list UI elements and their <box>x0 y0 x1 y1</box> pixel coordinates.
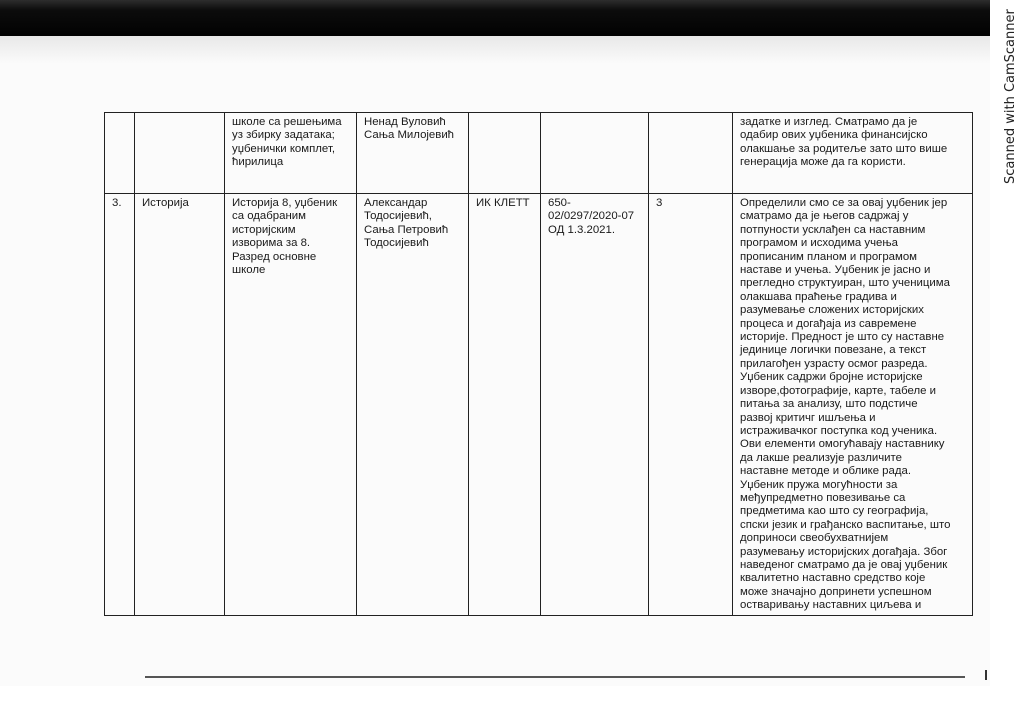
cell-approval-number: 650- 02/0297/2020-07 ОД 1.3.2021. <box>541 194 649 616</box>
cell-subject <box>135 113 225 194</box>
cell-reason: задатке и изглед. Сматрамо да је одабир ових уџбеника финансијско олакшање за родитеље зато што више генерација може да га користи. <box>733 113 973 194</box>
cell-subject: Историја <box>135 194 225 616</box>
table-row <box>105 113 973 194</box>
cell-publisher: ИК КЛЕТТ <box>469 194 541 616</box>
cell-number <box>105 113 135 194</box>
camscanner-watermark: Scanned with CamScanner <box>1003 9 1018 184</box>
textbook-table <box>104 112 973 616</box>
cell-authors: Александар Тодосијевић, Сања Петровић Тодосијевић <box>357 194 469 616</box>
cell-publisher <box>469 113 541 194</box>
cell-number: 3. <box>105 194 135 616</box>
scan-corner-mark <box>985 670 987 680</box>
scan-bottom-edge <box>145 676 965 678</box>
cell-textbook-title: школе са решењима уз збирку задатака; уџбенички комплет, ћирилица <box>225 113 357 194</box>
page-shadow <box>0 36 990 64</box>
cell-count: 3 <box>649 194 733 616</box>
cell-count <box>649 113 733 194</box>
cell-reason: Определили смо се за овај уџбеник јер сматрамо да је његов садржај у потпуности усклађен са наставним програмом и исходима учења прописаним планом и програмом наставе и учења. Уџбеник је јасно и прегледно структуиран, што ученицима олакшава праћење градива и разумевање сложених историјских процеса и догађаја из савремене историје. Предност је што су наставне јединице логички повезане, а текст прилагођен узрасту осмог разреда. Уџбеник садржи бројне историјске изворе,фотографије, карте, табеле и питања за анализу, што подстиче развој критичг ишљења и истраживачког поступка код ученика. Ови елементи омогућавају наставнику да лакше реализује различите наставне методе и облике рада. Уџбеник пружа могућности за међупредметно повезивање са предметима као што су географија, спски језик и грађанско васпитање, што доприноси свеобухватнијем разумевању историјских догађаја. Због наведеног сматрамо да је овај уџбеник квалитетно наставно средство које може значајно допринети успешном остваривању наставних циљева и <box>733 194 973 616</box>
cell-authors: Ненад Вуловић Сања Милојевић <box>357 113 469 194</box>
cell-textbook-title: Историја 8, уџбеник са одабраним историјским изворима за 8. Разред основне школе <box>225 194 357 616</box>
scan-top-border <box>0 0 1024 40</box>
table-row <box>105 194 973 616</box>
cell-approval-number <box>541 113 649 194</box>
